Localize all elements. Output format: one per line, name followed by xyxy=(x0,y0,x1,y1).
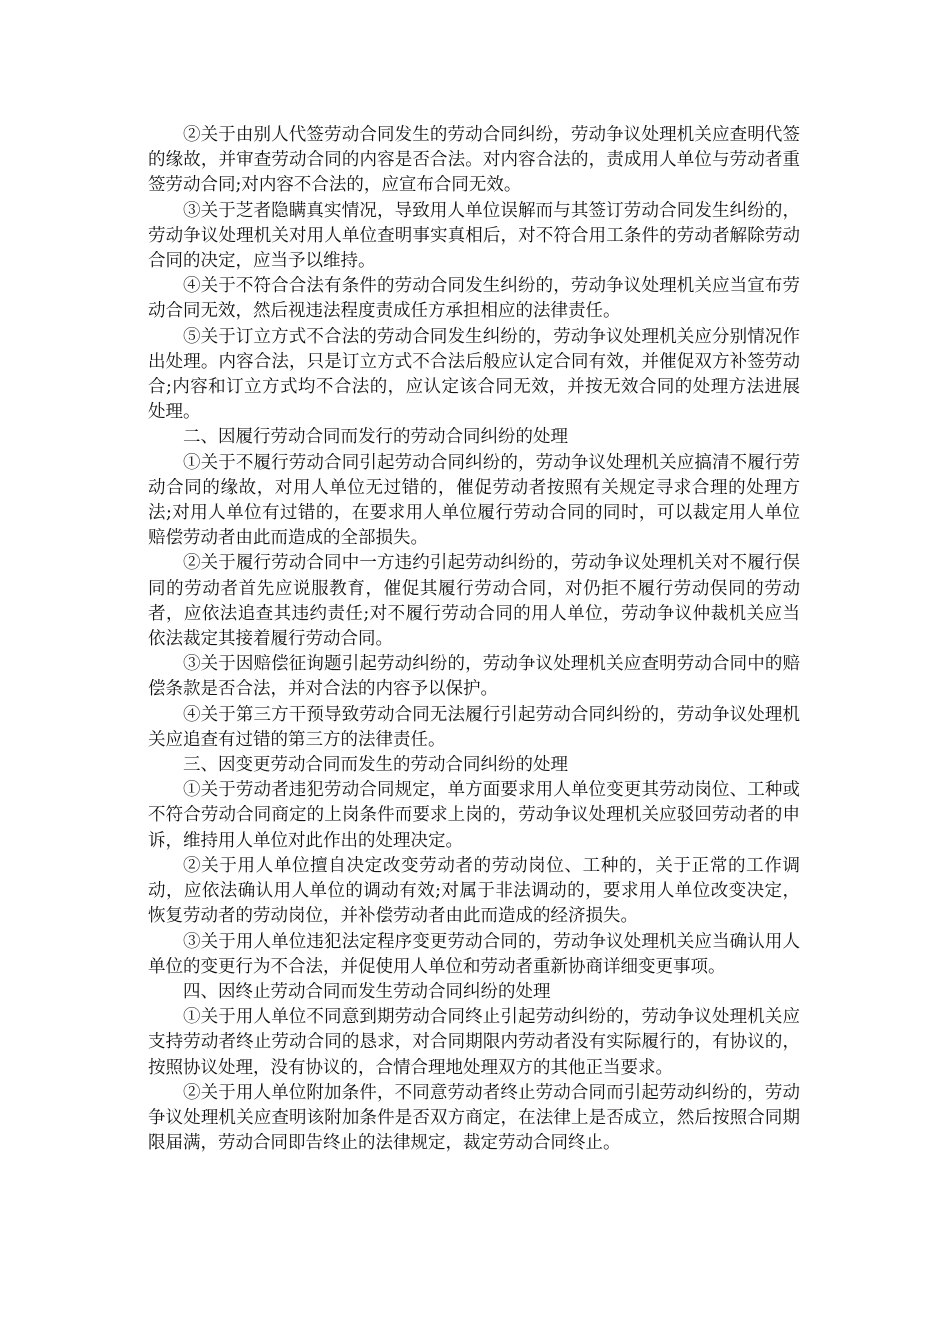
section-heading-modification: 三、因变更劳动合同而发生的劳动合同纠纷的处理 xyxy=(183,755,568,776)
paragraph-compensation: ③关于因赔偿征询题引起劳动纠纷的，劳动争议处理机关应查明劳动合同中的赔偿条款是否合法，并对合法的内容予以保护。 xyxy=(148,654,800,700)
section-heading-termination: 四、因终止劳动合同而发生劳动合同纠纷的处理 xyxy=(183,981,551,1002)
document-body xyxy=(148,123,800,1156)
paragraph-expiry-dispute: ①关于用人单位不同意到期劳动合同终止引起劳动纠纷的，劳动争议处理机关应支持劳动者终止劳动合同的恳求，对合同期限内劳动者没有实际履行的，有协议的，按照协议处理，没有协议的，合情合理地处理双方的其他正当要求。 xyxy=(148,1007,800,1078)
paragraph-non-performance: ①关于不履行劳动合同引起劳动合同纠纷的，劳动争议处理机关应搞清不履行劳动合同的缘故，对用人单位无过错的，催促劳动者按照有关规定寻求合理的处理方法;对用人单位有过错的，在要求用人单位履行劳动合同的同时，可以裁定用人单位赔偿劳动者由此而造成的全部损失。 xyxy=(148,452,800,549)
paragraph-unlawful-form: ⑤关于订立方式不合法的劳动合同发生纠纷的，劳动争议处理机关应分别情况作出处理。内容合法，只是订立方式不合法后般应认定合同有效，并催促双方补签劳动合;内容和订立方式均不合法的，应认定该合同无效，并按无效合同的处理方法进展处理。 xyxy=(148,326,800,423)
paragraph-proxy-signed-contract: ②关于由别人代签劳动合同发生的劳动合同纠纷，劳动争议处理机关应查明代签的缘故，并审查劳动合同的内容是否合法。对内容合法的，责成用人单位与劳动者重签劳动合同;对内容不合法的，应宣布合同无效。 xyxy=(148,125,800,196)
paragraph-concealed-facts: ③关于芝者隐瞒真实情况，导致用人单位误解而与其签订劳动合同发生纠纷的，劳动争议处理机关对用人单位查明事实真相后，对不符合用工条件的劳动者解除劳动合同的决定，应当予以维持。 xyxy=(148,200,800,272)
paragraph-breach: ②关于履行劳动合同中一方违约引起劳动纠纷的，劳动争议处理机关对不履行俣同的劳动者首先应说服教育，催促其履行劳动合同，对仍拒不履行劳动俣同的劳动者，应依法追查其违约责任;对不履行劳动合同的用人单位，劳动争议仲裁机关应当依法裁定其接着履行劳动合同。 xyxy=(148,553,800,650)
paragraph-third-party: ④关于第三方干预导致劳动合同无法履行引起劳动合同纠纷的，劳动争议处理机关应追查有过错的第三方的法律责任。 xyxy=(148,704,800,750)
paragraph-unlawful-conditions: ④关于不符合合法有条件的劳动合同发生纠纷的，劳动争议处理机关应当宣布劳动合同无效，然后视违法程度责成任方承担相应的法律责任。 xyxy=(148,276,800,322)
paragraph-attached-conditions: ②关于用人单位附加条件，不同意劳动者终止劳动合同而引起劳动纠纷的，劳动争议处理机关应查明该附加条件是否双方商定，在法律上是否成立，然后按照合同期限届满，劳动合同即告终止的法律规定，裁定劳动合同终止。 xyxy=(148,1082,800,1154)
paragraph-employer-reassignment: ②关于用人单位擅自决定改变劳动者的劳动岗位、工种的，关于正常的工作调动，应依法确认用人单位的调动有效;对属于非法调动的，要求用人单位改变决定，恢复劳动者的劳动岗位，并补偿劳动者由此而造成的经济损失。 xyxy=(148,855,800,927)
paragraph-worker-change-request: ①关于劳动者违犯劳动合同规定，单方面要求用人单位变更其劳动岗位、工种或不符合劳动合同商定的上岗条件而要求上岗的，劳动争议处理机关应驳回劳动者的申诉，维持用人单位对此作出的处理决定。 xyxy=(148,780,800,851)
paragraph-procedure-violation: ③关于用人单位违犯法定程序变更劳动合同的，劳动争议处理机关应当确认用人单位的变更行为不合法，并促使用人单位和劳动者重新协商详细变更事项。 xyxy=(148,931,800,977)
section-heading-performance: 二、因履行劳动合同而发行的劳动合同纠纷的处理 xyxy=(183,427,568,448)
